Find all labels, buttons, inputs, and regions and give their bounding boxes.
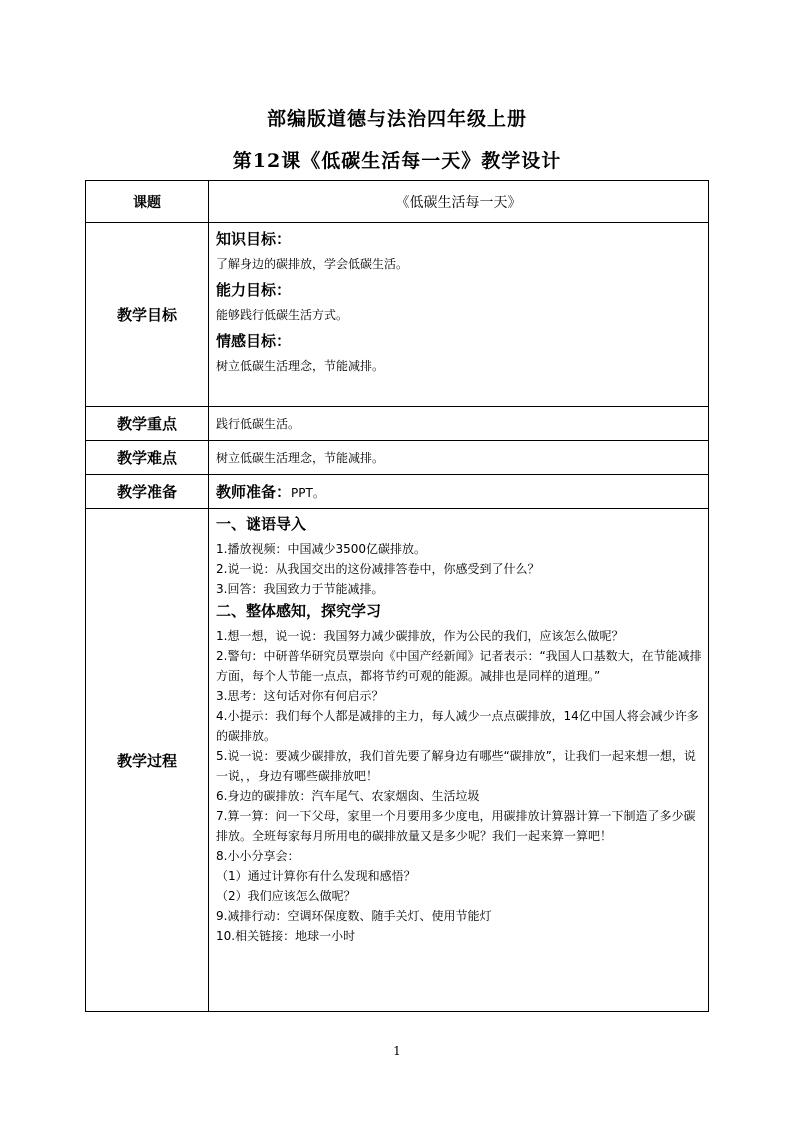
- list-item: 2.说一说：从我国交出的这份减排答卷中，你感受到了什么？: [216, 562, 540, 576]
- goals-label: 教学目标: [86, 223, 209, 407]
- prep-value-rest: PPT。: [291, 485, 325, 500]
- document-title: 部编版道德与法治四年级上册: [266, 108, 527, 130]
- section2-list: [216, 626, 702, 946]
- list-item: 1.播放视频：中国减少3500亿碳排放。: [216, 542, 426, 556]
- prep-value-bold: 教师准备：: [216, 482, 292, 501]
- list-item: 8.小小分享会：: [216, 849, 300, 863]
- goals-content: [209, 223, 709, 407]
- knowledge-heading: 知识目标：: [216, 230, 292, 248]
- emotion-heading: 情感目标：: [216, 332, 292, 350]
- lesson-plan-table: [85, 180, 709, 1012]
- key-value-cell: [209, 407, 709, 441]
- section1-heading: 一、谜语导入: [216, 515, 307, 533]
- list-item: 10.相关链接：地球一小时: [216, 929, 356, 943]
- list-item: 3.思考：这句话对你有何启示？: [216, 689, 384, 703]
- key-label: 教学重点: [86, 407, 209, 441]
- list-item: （2）我们应该怎么做呢？: [216, 889, 356, 903]
- list-item: 2.警句：中研普华研究员覃崇向《中国产经新闻》记者表示：“我国人口基数大，在节能减排方面，每个人节能一点点，都将节约可观的能源。减排也是同样的道理。”: [216, 649, 702, 683]
- list-item: 9.减排行动：空调环保度数、随手关灯、使用节能灯: [216, 909, 492, 923]
- ability-text: 能够践行低碳生活方式。: [216, 308, 349, 322]
- process-label: 教学过程: [86, 509, 209, 1012]
- prep-value-cell: [209, 475, 709, 509]
- page-number: 1: [393, 1044, 401, 1058]
- document-subtitle: 第12课《低碳生活每一天》教学设计: [232, 150, 562, 172]
- list-item: 7.算一算：问一下父母，家里一个月要用多少度电，用碳排放计算器计算一下制造了多少碳排放。全班每家每月所用电的碳排放量又是多少呢？我们一起来算一算吧！: [216, 809, 696, 843]
- section2-heading: 二、整体感知，探究学习: [216, 602, 382, 620]
- topic-value: 《低碳生活每一天》: [209, 181, 709, 223]
- list-item: 3.回答：我国致力于节能减排。: [216, 582, 384, 596]
- ability-heading: 能力目标：: [216, 281, 292, 299]
- list-item: （1）通过计算你有什么发现和感悟？: [216, 869, 416, 883]
- section1-list: [216, 539, 702, 599]
- list-item: 4.小提示：我们每个人都是减排的主力，每人减少一点点碳排放，14亿中国人将会减少许多的碳排放。: [216, 709, 699, 743]
- topic-label: 课题: [86, 181, 209, 223]
- process-content: [209, 509, 709, 1012]
- table-row-process: [86, 509, 709, 1012]
- list-item: 6.身边的碳排放：汽车尾气、农家烟囱、生活垃圾: [216, 789, 480, 803]
- table-row-prep: [86, 475, 709, 509]
- difficulty-value: 树立低碳生活理念，节能减排。: [216, 451, 385, 465]
- emotion-text: 树立低碳生活理念，节能减排。: [216, 359, 385, 373]
- table-row-difficulty: [86, 441, 709, 475]
- prep-label: 教学准备: [86, 475, 209, 509]
- difficulty-value-cell: [209, 441, 709, 475]
- list-item: 1.想一想，说一说：我国努力减少碳排放，作为公民的我们，应该怎么做呢？: [216, 629, 624, 643]
- table-row-goals: [86, 223, 709, 407]
- knowledge-text: 了解身边的碳排放，学会低碳生活。: [216, 257, 409, 271]
- difficulty-label: 教学难点: [86, 441, 209, 475]
- table-row-key: [86, 407, 709, 441]
- table-row-topic: [86, 181, 709, 223]
- list-item: 5.说一说：要减少碳排放，我们首先要了解身边有哪些“碳排放”，让我们一起来想一想，说一说，，身边有哪些碳排放吧！: [216, 749, 696, 783]
- key-value: 践行低碳生活。: [216, 417, 301, 431]
